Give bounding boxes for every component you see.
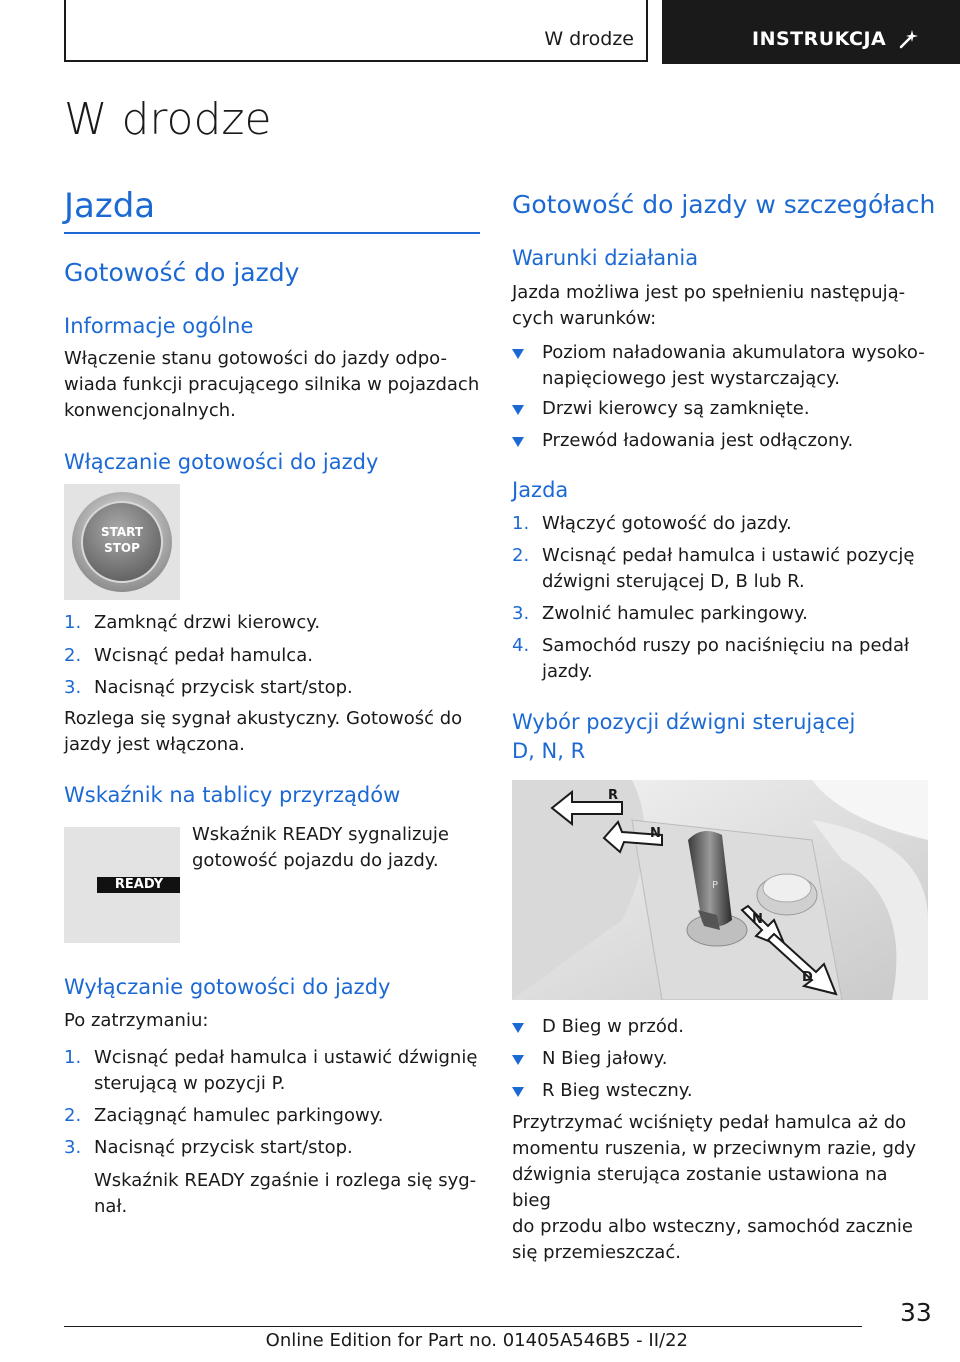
bullet-triangle-icon <box>512 1023 524 1033</box>
general-info-text: Włączenie stanu gotowości do jazdy odpo- wiada funkcji pracującego silnika w pojazdach konwencjonalnych. <box>64 348 480 421</box>
bullet-triangle-icon <box>512 1055 524 1065</box>
turn-on-result-text: Rozlega się sygnał akustyczny. Gotowość do jazdy jest włączona. <box>64 708 463 755</box>
list-item: 2. Wcisnąć pedał hamulca i ustawić pozycję dźwigni sterującej D, B lub R. <box>512 545 915 592</box>
gear-label-n: N <box>650 826 661 841</box>
header-manual-tab[interactable] <box>662 0 960 64</box>
indicator-text: Wskaźnik READY sygnalizuje gotowość pojazdu do jazdy. <box>192 824 449 871</box>
start-stop-button-image <box>64 484 180 600</box>
bullet-triangle-icon <box>512 437 524 447</box>
stop-label: STOP <box>104 541 140 555</box>
footer-edition-text: Online Edition for Part no. 01405A546B5 - II/22 <box>265 1330 688 1351</box>
conditions-intro: Jazda możliwa jest po spełnieniu następują- cych warunków: <box>512 282 906 329</box>
list-item: Drzwi kierowcy są zamknięte. <box>512 396 928 422</box>
heading-turn-off: Wyłączanie gotowości do jazdy <box>64 975 391 999</box>
list-item: D Bieg w przód. <box>512 1014 928 1040</box>
section-rule <box>64 232 480 234</box>
section-heading-jazda: Jazda <box>64 186 156 226</box>
gear-selector-image <box>512 780 928 1000</box>
gear-label-p: P <box>712 880 719 891</box>
header-manual-label: INSTRUKCJA <box>752 28 887 50</box>
turn-off-intro: Po zatrzymaniu: <box>64 1010 209 1031</box>
list-item: 3. Nacisnąć przycisk start/stop. <box>64 1137 353 1158</box>
gear-label-d: D <box>802 970 813 985</box>
list-item: R Bieg wsteczny. <box>512 1078 928 1104</box>
gear-label-r: R <box>608 788 619 803</box>
list-item: 2. Zaciągnąć hamulec parkingowy. <box>64 1105 384 1126</box>
ready-indicator-image <box>64 827 180 943</box>
gear-selector-drawing <box>512 780 928 1000</box>
heading-indicator: Wskaźnik na tablicy przyrządów <box>64 783 401 807</box>
list-item: Przewód ładowania jest odłączony. <box>512 428 928 454</box>
heading-gear-selection: Wybór pozycji dźwigni sterującej D, N, R <box>512 710 856 763</box>
ready-badge-label: READY <box>114 877 164 892</box>
list-item: N Bieg jałowy. <box>512 1046 928 1072</box>
footer-rule <box>64 1326 862 1327</box>
bullet-triangle-icon <box>512 405 524 415</box>
header-section-title: W drodze <box>544 28 634 50</box>
list-item: 3. Zwolnić hamulec parkingowy. <box>512 603 808 624</box>
list-item: 4. Samochód ruszy po naciśnięciu na pedał jazdy. <box>512 635 910 682</box>
hold-brake-note: Przytrzymać wciśnięty pedał hamulca aż do momentu ruszenia, w przeciwnym razie, gdy dźwignia sterująca zostanie ustawiona na bieg do przodu albo wsteczny, samochód zacznie się przemieszczać. <box>512 1112 916 1263</box>
page-title: W drodze <box>64 94 272 145</box>
bullet-triangle-icon <box>512 349 524 359</box>
list-item: 1. Zamknąć drzwi kierowcy. <box>64 612 321 633</box>
heading-driving: Jazda <box>512 478 569 502</box>
header-section-box <box>64 0 648 62</box>
turn-off-note: Wskaźnik READY zgaśnie i rozlega się syg- nał. <box>94 1170 477 1217</box>
heading-general-info: Informacje ogólne <box>64 314 254 338</box>
start-label: START <box>100 525 144 539</box>
list-item: 1. Włączyć gotowość do jazdy. <box>512 513 792 534</box>
subsection-heading-details: Gotowość do jazdy w szczegółach <box>512 190 936 219</box>
heading-conditions: Warunki działania <box>512 246 699 270</box>
list-item: Poziom naładowania akumulatora wysoko- napięciowego jest wystarczający. <box>512 340 928 392</box>
page-number: 33 <box>900 1298 932 1327</box>
list-item: 3. Nacisnąć przycisk start/stop. <box>64 677 353 698</box>
list-item: 2. Wcisnąć pedał hamulca. <box>64 645 313 666</box>
heading-turn-on: Włączanie gotowości do jazdy <box>64 450 379 474</box>
sparkle-icon <box>898 28 920 50</box>
bullet-triangle-icon <box>512 1087 524 1097</box>
subsection-heading-readiness: Gotowość do jazdy <box>64 258 300 287</box>
list-item: 1. Wcisnąć pedał hamulca i ustawić dźwignię sterującą w pozycji P. <box>64 1047 478 1094</box>
gear-label-n-lower: N <box>752 912 763 927</box>
